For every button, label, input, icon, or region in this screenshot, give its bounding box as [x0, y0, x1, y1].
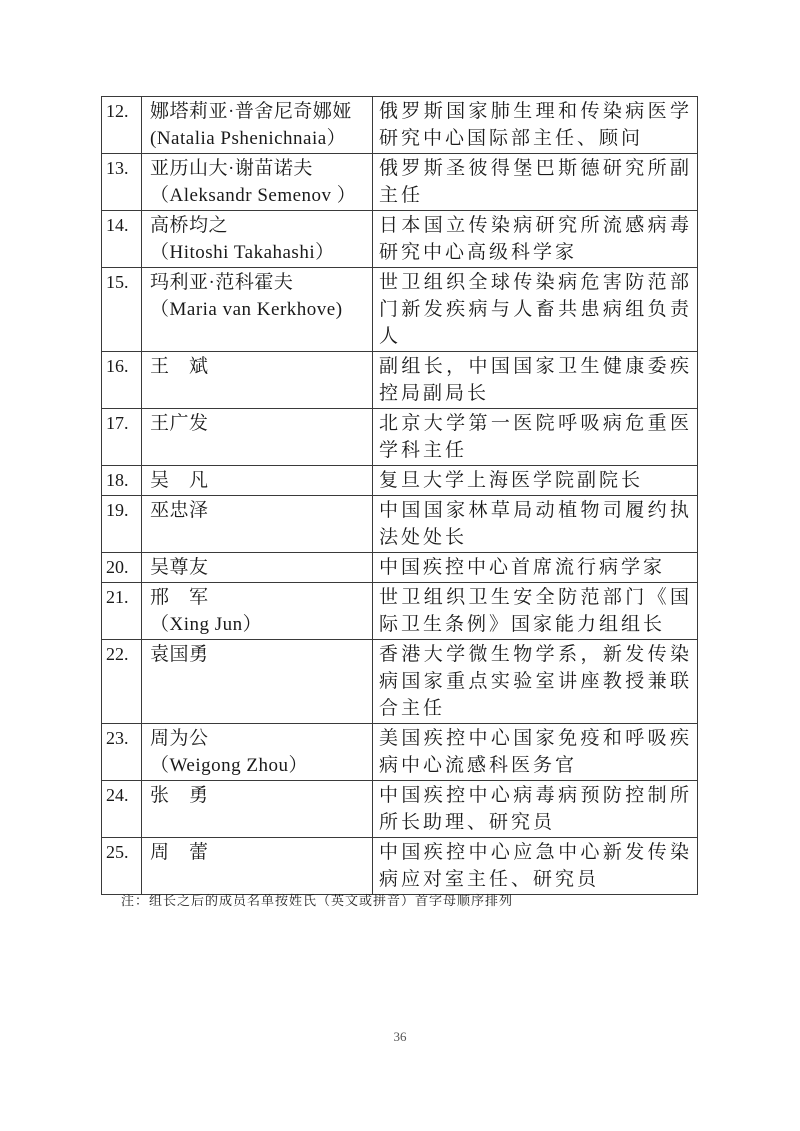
member-name-en: （Maria van Kerkhove) — [150, 299, 343, 320]
table-row — [102, 583, 698, 640]
row-number: 17. — [102, 409, 142, 466]
table-row — [102, 640, 698, 724]
member-name-cell — [142, 496, 373, 553]
member-title-cell: 中国疾控中心病毒病预防控制所所长助理、研究员 — [373, 781, 698, 838]
members-table-container — [101, 96, 697, 895]
member-name-en: （Aleksandr Semenov ） — [150, 185, 357, 206]
table-row — [102, 409, 698, 466]
member-title-cell: 俄罗斯圣彼得堡巴斯德研究所副主任 — [373, 154, 698, 211]
member-name-cell — [142, 211, 373, 268]
footnote: 注：组长之后的成员名单按姓氏（英文或拼音）首字母顺序排列 — [121, 893, 514, 908]
table-row — [102, 97, 698, 154]
page-number: 36 — [393, 1029, 407, 1044]
member-title-cell: 香港大学微生物学系，新发传染病国家重点实验室讲座教授兼联合主任 — [373, 640, 698, 724]
row-number: 13. — [102, 154, 142, 211]
member-name-cell — [142, 352, 373, 409]
member-name-cn: 袁国勇 — [150, 644, 209, 665]
row-number: 14. — [102, 211, 142, 268]
member-name-cell — [142, 268, 373, 352]
member-name-cn: 张 勇 — [150, 785, 209, 806]
member-title-cell: 世卫组织卫生安全防范部门《国际卫生条例》国家能力组组长 — [373, 583, 698, 640]
member-name-en: (Natalia Pshenichnaia） — [150, 128, 347, 149]
member-name-cn: 王 斌 — [150, 356, 209, 377]
member-name-en: （Hitoshi Takahashi） — [150, 242, 335, 263]
table-row — [102, 352, 698, 409]
member-name-cell — [142, 724, 373, 781]
member-title-cell: 世卫组织全球传染病危害防范部门新发疾病与人畜共患病组负责人 — [373, 268, 698, 352]
member-name-cn: 周 蕾 — [150, 842, 209, 863]
member-name-cn: 玛利亚·范科霍夫 — [150, 272, 294, 293]
member-name-cn: 娜塔莉亚·普舍尼奇娜娅 — [150, 101, 352, 122]
row-number: 18. — [102, 466, 142, 496]
member-title-cell: 中国国家林草局动植物司履约执法处处长 — [373, 496, 698, 553]
member-name-cn: 邢 军 — [150, 587, 209, 608]
row-number: 21. — [102, 583, 142, 640]
row-number: 15. — [102, 268, 142, 352]
member-name-cn: 高桥均之 — [150, 215, 229, 236]
member-name-cell — [142, 466, 373, 496]
member-name-cn: 巫忠泽 — [150, 500, 209, 521]
member-name-cn: 吴尊友 — [150, 557, 209, 578]
table-row — [102, 466, 698, 496]
member-title-cell: 俄罗斯国家肺生理和传染病医学研究中心国际部主任、顾问 — [373, 97, 698, 154]
member-name-cell — [142, 583, 373, 640]
row-number: 22. — [102, 640, 142, 724]
row-number: 24. — [102, 781, 142, 838]
member-name-cn: 王广发 — [150, 413, 209, 434]
member-title-cell: 日本国立传染病研究所流感病毒研究中心高级科学家 — [373, 211, 698, 268]
member-title-cell: 副组长，中国国家卫生健康委疾控局副局长 — [373, 352, 698, 409]
member-title-cell: 中国疾控中心应急中心新发传染病应对室主任、研究员 — [373, 838, 698, 895]
table-row — [102, 211, 698, 268]
members-table — [101, 96, 698, 895]
table-row — [102, 154, 698, 211]
row-number: 25. — [102, 838, 142, 895]
table-row — [102, 496, 698, 553]
member-title-cell: 北京大学第一医院呼吸病危重医学科主任 — [373, 409, 698, 466]
member-title-cell: 复旦大学上海医学院副院长 — [373, 466, 698, 496]
member-name-cell — [142, 781, 373, 838]
table-row — [102, 838, 698, 895]
member-name-cell — [142, 640, 373, 724]
table-row — [102, 724, 698, 781]
member-name-cell — [142, 97, 373, 154]
member-name-cell — [142, 154, 373, 211]
table-row — [102, 268, 698, 352]
member-name-cn: 亚历山大·谢苗诺夫 — [150, 158, 313, 179]
member-name-cn: 周为公 — [150, 728, 209, 749]
row-number: 19. — [102, 496, 142, 553]
table-row — [102, 553, 698, 583]
member-name-en: （Xing Jun） — [150, 614, 263, 635]
member-title-cell: 美国疾控中心国家免疫和呼吸疾病中心流感科医务官 — [373, 724, 698, 781]
row-number: 23. — [102, 724, 142, 781]
members-table-body — [102, 97, 698, 895]
row-number: 16. — [102, 352, 142, 409]
member-name-cell — [142, 553, 373, 583]
member-name-cell — [142, 409, 373, 466]
row-number: 12. — [102, 97, 142, 154]
member-title-cell: 中国疾控中心首席流行病学家 — [373, 553, 698, 583]
member-name-en: （Weigong Zhou） — [150, 755, 308, 776]
row-number: 20. — [102, 553, 142, 583]
member-name-cell — [142, 838, 373, 895]
table-row — [102, 781, 698, 838]
member-name-cn: 吴 凡 — [150, 470, 209, 491]
